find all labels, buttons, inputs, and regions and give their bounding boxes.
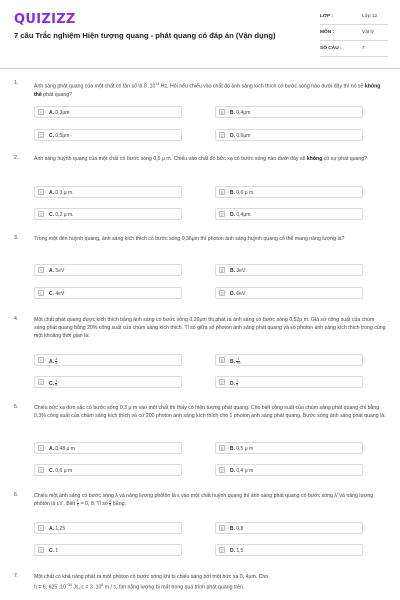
- question-text: Ánh sáng phát quang của một chất có tần số là 8 $.10^{14}$ Hz. Hỏi nếu chiếu vào chất đó ánh sáng kích thích có bước sóng nào dưới đây thì nó sẽ không thể phát quang?: [34, 82, 381, 98]
- option-letter-box: D: [220, 212, 224, 217]
- question-number: 2.: [14, 155, 19, 161]
- option-letter-box: D: [220, 291, 224, 296]
- option-letter-box: C: [39, 380, 43, 385]
- option-b[interactable]: B B. $\frac{1}{10}$: [215, 354, 363, 366]
- question-text: Chiếu bức xạ đơn sắc có bước sóng 0,3 μ m vào một chất thì thấy có hiện tượng phát quang. Cho biết công suất của chùm sáng phát quang chỉ bằng 0,3% công suất của chùm sáng kích thích và cứ 200 photon ánh sáng kích thích cho 1 photon ánh sáng phát quang. Bước sóng ánh sáng phát quang là:: [34, 405, 386, 419]
- option-letter-box: A: [39, 268, 43, 273]
- question-number: 4.: [14, 316, 19, 322]
- option-c[interactable]: C C. 1: [34, 544, 182, 556]
- question-number: 1.: [14, 80, 19, 86]
- option-letter-box: C: [39, 468, 43, 473]
- option-a[interactable]: A A. 0,48 μ m: [34, 442, 182, 454]
- meta-label-class: LỚP :: [320, 14, 334, 19]
- option-d[interactable]: D D. 0,4μm.: [215, 208, 363, 220]
- option-b[interactable]: B B. 0,4μm: [215, 106, 363, 118]
- meta-row-subject: [320, 25, 388, 41]
- option-letter-box: A: [39, 446, 43, 451]
- question-text: Một chất phát quang được kích thích bằng ánh sáng có bước sóng 0,26μm thì phát ra ánh sáng có bước sóng 0,52μ m. Giả sử công suất của chùm sáng phát quang bằng 20% công suất của chùm sáng kích thích. Tỉ số giữa số photon ánh sáng phát quang và số photon ánh sáng kích thích trong cùng một khoảng thời gian là:: [34, 317, 386, 339]
- quizizz-logo: QUIZIZZ: [14, 12, 76, 27]
- question-number: 7.: [14, 573, 19, 579]
- option-b[interactable]: B B. 3eV: [215, 264, 363, 276]
- option-letter-box: D: [220, 380, 224, 385]
- question-text: Chiếu một ánh sáng có bước sóng λ và năng lượng phôtôn là ε vào một chất huỳnh quang thì ánh sáng phát quang có bước sóng λ' và năng lượng phôtôn là ε'ε'. Biết $\frac{\lambda'}{\lambda}$ = 0, 8. Tỉ số $\frac{\varepsilon}{\varepsilon'}$ bằng:: [34, 493, 374, 508]
- option-d[interactable]: D D. 1,5: [215, 544, 363, 556]
- meta-info-box: [320, 9, 388, 57]
- document-header: [0, 0, 400, 68]
- question-text: Ánh sáng huỳnh quang của một chất có bước sóng 0,5 μ m. Chiếu vào chất đó bức xạ có bước sóng nào dưới đây sẽ không có sự phát quang?: [34, 156, 368, 162]
- fraction: $\frac{4}{5}$: [55, 356, 58, 365]
- option-letter-box: C: [39, 133, 43, 138]
- question-text: Trong một đèn huỳnh quang, ánh sáng kích thích có bước sóng 0,36μm thì photon ánh sáng huỳnh quang có thể mang năng lượng là?: [34, 236, 345, 242]
- option-letter-box: C: [39, 291, 43, 296]
- option-a[interactable]: A A. 0,3 μ m.: [34, 186, 182, 198]
- fraction: $\frac{2}{5}$: [236, 378, 239, 387]
- meta-value-count: 7: [362, 46, 365, 51]
- option-letter-box: A: [39, 190, 43, 195]
- option-letter-box: A: [39, 526, 43, 531]
- page-title: 7 câu Trắc nghiệm Hiện tượng quang - phát quang có đáp án (Vận dụng): [14, 31, 276, 40]
- option-letter-box: A: [39, 358, 43, 363]
- option-c[interactable]: C C. 0,2 μ m.: [34, 208, 182, 220]
- option-letter-box: D: [220, 548, 224, 553]
- option-a[interactable]: A A. 5eV: [34, 264, 182, 276]
- meta-value-subject: Vật lý: [362, 30, 374, 35]
- fraction: $\frac{1}{10}$: [236, 356, 241, 365]
- fraction: $\frac{\lambda'}{\lambda}$: [76, 499, 80, 508]
- meta-label-count: SỐ CÂU :: [320, 46, 342, 51]
- question-number: 3.: [14, 235, 19, 241]
- option-c[interactable]: C C. 4eV: [34, 287, 182, 299]
- option-letter-box: B: [220, 190, 224, 195]
- option-b[interactable]: B B. 0,8: [215, 522, 363, 534]
- option-letter-box: B: [220, 446, 224, 451]
- option-letter-box: A: [39, 110, 43, 115]
- option-a[interactable]: A A. $\frac{4}{5}$: [34, 354, 182, 366]
- option-d[interactable]: D D. 0,6μm: [215, 129, 363, 141]
- meta-row-count: [320, 41, 388, 57]
- option-d[interactable]: D D. $\frac{2}{5}$: [215, 376, 363, 388]
- option-a[interactable]: A A. 1,25: [34, 522, 182, 534]
- option-letter-box: B: [220, 110, 224, 115]
- option-letter-box: D: [220, 133, 224, 138]
- option-letter-box: B: [220, 358, 224, 363]
- option-b[interactable]: B B. 0,6 μ m.: [215, 186, 363, 198]
- meta-row-class: [320, 9, 388, 25]
- option-c[interactable]: C C. 0,6 μ m: [34, 464, 182, 476]
- option-d[interactable]: D D. 6eV: [215, 287, 363, 299]
- option-b[interactable]: B B. 0,5 μ m: [215, 442, 363, 454]
- meta-label-subject: MÔN :: [320, 30, 335, 35]
- question-number: 6.: [14, 492, 19, 498]
- option-c[interactable]: C C. $\frac{1}{5}$: [34, 376, 182, 388]
- option-c[interactable]: C C. 0,5μm: [34, 129, 182, 141]
- option-letter-box: C: [39, 548, 43, 553]
- option-letter-box: D: [220, 468, 224, 473]
- option-d[interactable]: D D. 0,4 μ m: [215, 464, 363, 476]
- meta-value-class: Lớp 12: [362, 14, 378, 19]
- option-a[interactable]: A A. 0,3μm: [34, 106, 182, 118]
- option-letter-box: B: [220, 526, 224, 531]
- question-text: Một chất có khả năng phát ra một photon có bước sóng khi bị chiếu sáng bởi một bức xạ 0, 4μm. Cho h = 6, 625 $.10^{-34}$ Js, c = 3 $.10^8$ m / s, tìm năng lượng bị mất trong quá trình phát quang trên.: [34, 574, 269, 591]
- fraction: $\frac{1}{5}$: [55, 378, 58, 387]
- header-divider: [0, 68, 400, 69]
- question-number: 5.: [14, 404, 19, 410]
- fraction: $\frac{\varepsilon}{\varepsilon'}$: [109, 499, 112, 508]
- option-letter-box: C: [39, 212, 43, 217]
- option-letter-box: B: [220, 268, 224, 273]
